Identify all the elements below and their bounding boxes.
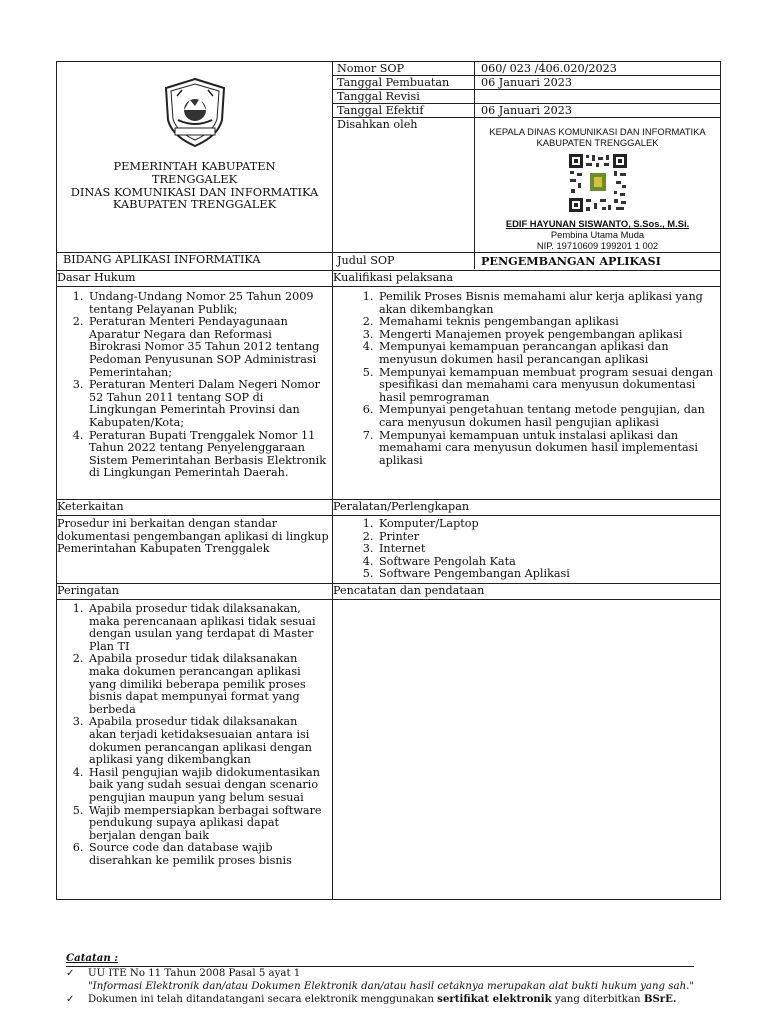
meta-row-pembuatan: [333, 76, 720, 90]
header-left-cell: [57, 62, 333, 253]
list-item: 3. Mengerti Manajemen proyek pengembangan aplikasi: [377, 329, 716, 342]
pencatatan-label: Pencatatan dan pendataan: [333, 584, 485, 597]
list-item: 2. Apabila prosedur tidak dilaksanakan maka dokumen perancangan aplikasi yang dimiliki beberapa pemilik proses bisnis dapat mempunyai format yang berbeda: [87, 653, 326, 716]
list-item: 5. Mempunyai kemampuan membuat program sesuai dengan spesifikasi dan memahami cara menyusun dokumentasi hasil pemrograman: [377, 367, 716, 405]
peringatan-cell: [57, 600, 333, 900]
org-name-line-3: DINAS KOMUNIKASI DAN INFORMATIKA: [70, 184, 319, 199]
kualifikasi-header: [333, 271, 721, 287]
list-item: 4. Peraturan Bupati Trenggalek Nomor 11 Tahun 2022 tentang Penyelenggaraan Sistem Pemerintahan Berbasis Elektronik di Lingkungan Pemerintah Daerah.: [87, 430, 326, 480]
kualifikasi-list: [333, 291, 716, 467]
meta-row-efektif: [333, 104, 720, 118]
peringatan-header: [57, 584, 333, 600]
footer-signature-text: Dokumen ini telah ditandatangani secara elektronik menggunakan sertifikat elektronik yang diterbitkan BSrE.: [88, 993, 677, 1005]
approval-nip: NIP. 19710609 199201 1 002: [536, 240, 659, 251]
meta-value: 060/ 023 /406.020/2023: [481, 62, 617, 75]
list-item: 4. Hasil pengujian wajib didokumentasikan baik yang sudah sesuai dengan scenario pengujian maupun yang belum sesuai: [87, 767, 326, 805]
checkmark-icon: ✓: [66, 994, 75, 1005]
peringatan-list: [57, 603, 326, 867]
peralatan-label: Peralatan/Perlengkapan: [333, 500, 470, 513]
checkmark-icon: ✓: [66, 968, 75, 979]
approval-office-line-1: KEPALA DINAS KOMUNIKASI DAN INFORMATIKA: [489, 126, 706, 137]
footer-line-1: [66, 967, 706, 980]
list-item: 6. Source code dan database wajib diserahkan ke pemilik proses bisnis: [87, 842, 326, 867]
bidang-text: BIDANG APLIKASI INFORMATIKA: [63, 253, 261, 266]
list-item: 1. Komputer/Laptop: [377, 518, 720, 531]
approval-office-line-2: KABUPATEN TRENGGALEK: [536, 137, 659, 148]
footer-law-text: UU ITE No 11 Tahun 2008 Pasal 5 ayat 1: [88, 968, 301, 979]
regency-emblem-icon: [160, 76, 230, 150]
pencatatan-header: [333, 584, 721, 600]
peralatan-list: [333, 518, 720, 581]
meta-value: 06 Januari 2023: [481, 76, 572, 89]
qr-code-icon: [568, 153, 628, 213]
org-name-line-2: TRENGGALEK: [151, 171, 238, 186]
footer-notes: [66, 952, 706, 1006]
footer-quote-text: "Informasi Elektronik dan/atau Dokumen Elektronik dan/atau hasil cetaknya merupakan alat bukti hukum yang sah.": [88, 981, 695, 992]
list-item: 4. Mempunyai kemampuan perancangan aplikasi dan menyusun dokumen hasil perancangan aplikasi: [377, 341, 716, 366]
meta-value: [475, 90, 481, 103]
list-item: 3. Apabila prosedur tidak dilaksanakan akan terjadi ketidaksesuaian antara isi dokumen perancangan aplikasi dengan aplikasi yang dikembangkan: [87, 716, 326, 766]
sop-table: [56, 61, 721, 900]
list-item: 3. Peraturan Menteri Dalam Negeri Nomor 52 Tahun 2011 tentang SOP di Lingkungan Pemerintah Provinsi dan Kabupaten/Kota;: [87, 379, 326, 429]
kualifikasi-cell: [333, 287, 721, 500]
footer-line-3: [66, 993, 706, 1006]
org-name-line-4: KABUPATEN TRENGGALEK: [112, 197, 277, 212]
catatan-label: Catatan :: [66, 952, 119, 964]
meta-key: Tanggal Pembuatan: [333, 76, 475, 89]
approval-rank: Pembina Utama Muda: [550, 229, 645, 240]
keterkaitan-text: Prosedur ini berkaitan dengan standar dokumentasi pengembangan aplikasi di lingkup Pemerintahan Kabupaten Trenggalek: [57, 517, 329, 556]
list-item: 3. Internet: [377, 543, 720, 556]
keterkaitan-header: [57, 500, 333, 516]
footer-line-2: [66, 980, 706, 993]
meta-value: 06 Januari 2023: [481, 104, 572, 117]
list-item: 5. Software Pengembangan Aplikasi: [377, 568, 720, 581]
list-item: 4. Software Pengolah Kata: [377, 556, 720, 569]
list-item: 1. Pemilik Proses Bisnis memahami alur kerja aplikasi yang akan dikembangkan: [377, 291, 716, 316]
peralatan-cell: [333, 516, 721, 584]
pencatatan-cell: [333, 600, 721, 900]
header-right-cell: [333, 62, 721, 253]
keterkaitan-label: Keterkaitan: [57, 500, 124, 513]
dasar-hukum-header: [57, 271, 333, 287]
list-item: 7. Mempunyai kemampuan untuk instalasi aplikasi dan memahami cara menyusun dokumen hasil implementasi aplikasi: [377, 430, 716, 468]
kualifikasi-label: Kualifikasi pelaksana: [333, 271, 454, 284]
list-item: 1. Apabila prosedur tidak dilaksanakan, maka perencanaan aplikasi tidak sesuai dengan usulan yang terdapat di Master Plan TI: [87, 603, 326, 653]
meta-key: Tanggal Revisi: [333, 90, 475, 103]
judul-cell: [333, 253, 721, 271]
judul-label: Judul SOP: [333, 253, 475, 269]
list-item: 2. Printer: [377, 531, 720, 544]
org-name-line-1: PEMERINTAH KABUPATEN: [113, 159, 276, 173]
list-item: 6. Mempunyai pengetahuan tentang metode pengujian, dan cara menyusun dokumen hasil pengujian aplikasi: [377, 404, 716, 429]
peringatan-label: Peringatan: [57, 584, 119, 597]
approval-signature: [475, 118, 720, 252]
meta-key: Nomor SOP: [333, 62, 475, 75]
dasar-hukum-cell: [57, 287, 333, 500]
keterkaitan-cell: [57, 516, 333, 584]
dasar-hukum-label: Dasar Hukum: [57, 271, 136, 284]
list-item: 2. Memahami teknis pengembangan aplikasi: [377, 316, 716, 329]
sop-document: [56, 61, 720, 900]
bidang-cell: [57, 253, 333, 271]
meta-row-revisi: [333, 90, 720, 104]
approval-name: EDIF HAYUNAN SISWANTO, S.Sos., M.Si.: [505, 218, 690, 229]
meta-row-nomor: [333, 62, 720, 76]
list-item: 1. Undang-Undang Nomor 25 Tahun 2009 tentang Pelayanan Publik;: [87, 291, 326, 316]
approval-box: [333, 118, 720, 252]
meta-key: Tanggal Efektif: [333, 104, 475, 117]
list-item: 2. Peraturan Menteri Pendayagunaan Aparatur Negara dan Reformasi Birokrasi Nomor 35 Tahun 2012 tentang Pedoman Penyusunan SOP Administrasi Pemerintahan;: [87, 316, 326, 379]
peralatan-header: [333, 500, 721, 516]
judul-value: PENGEMBANGAN APLIKASI: [481, 254, 661, 268]
approval-label: Disahkan oleh: [333, 118, 475, 252]
list-item: 5. Wajib mempersiapkan berbagai software pendukung supaya aplikasi dapat berjalan dengan baik: [87, 805, 326, 843]
dasar-hukum-list: [57, 291, 326, 480]
